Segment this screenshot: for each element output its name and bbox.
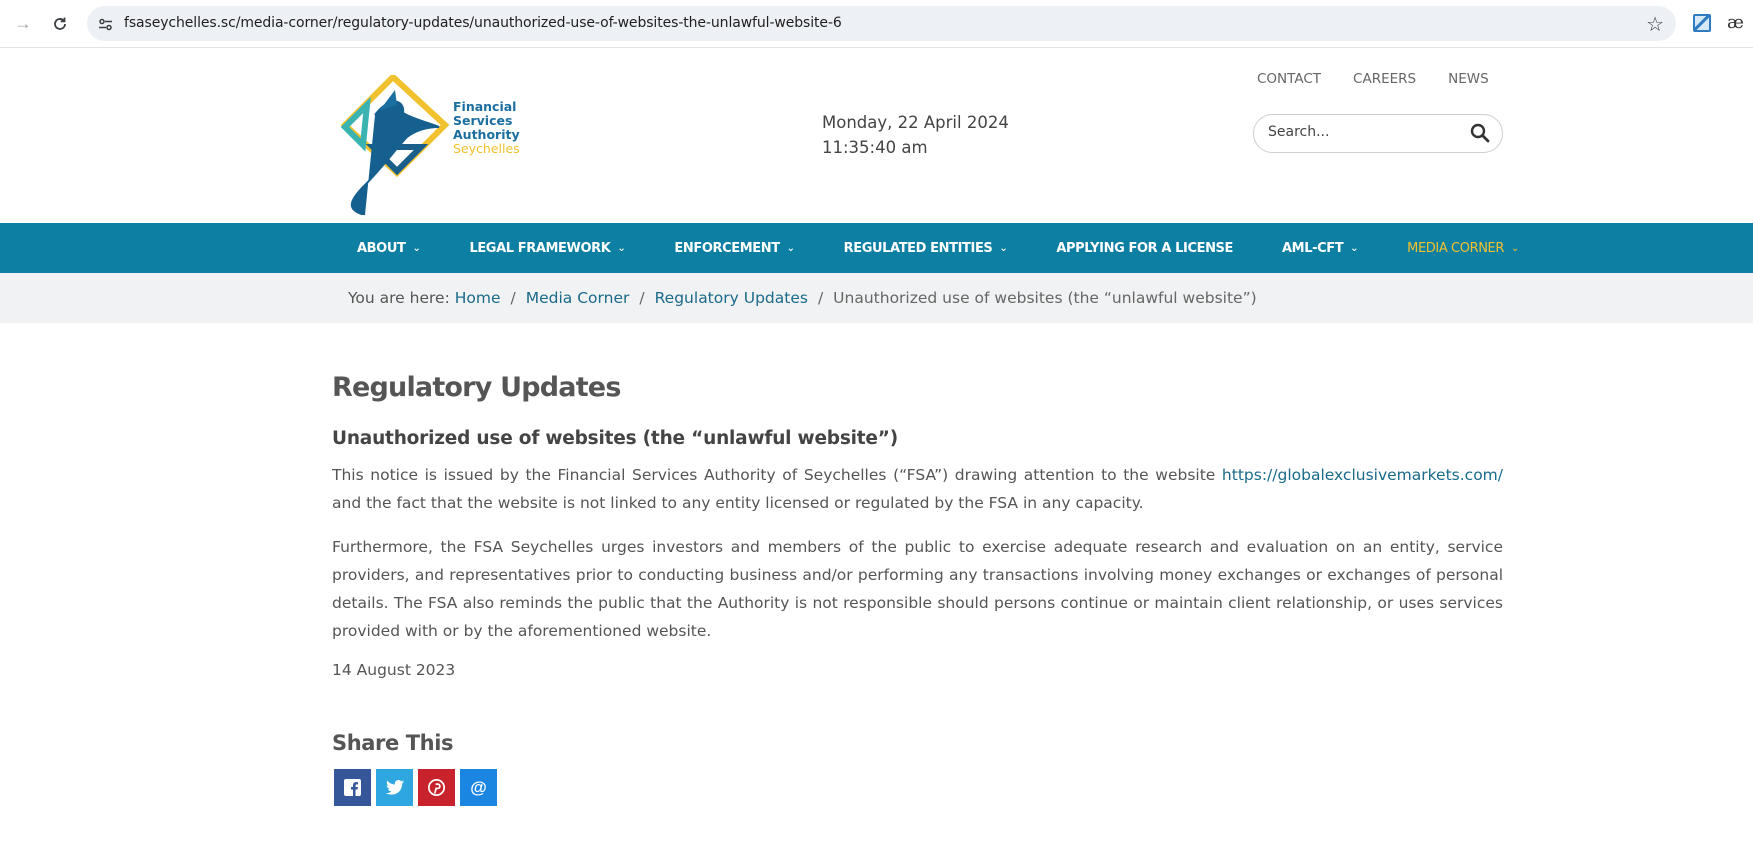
logo-line: Seychelles (453, 141, 520, 156)
url-text[interactable]: fsaseychelles.sc/media-corner/regulatory-updates/unauthorized-use-of-websites-the-unlawful-website-6 (124, 15, 842, 31)
breadcrumb-home[interactable]: Home (454, 289, 501, 307)
chevron-down-icon: ⌄ (999, 242, 1008, 254)
logo-text (453, 100, 520, 156)
paragraph-text: This notice is issued by the Financial Services Authority of Seychelles (“FSA”) drawing attention to the website (332, 466, 1222, 484)
breadcrumb-separator: / (510, 289, 516, 307)
extension-icon[interactable] (1693, 14, 1711, 32)
extension-ae-icon[interactable]: æ (1727, 12, 1744, 33)
address-bar[interactable] (87, 6, 1676, 41)
bookmark-star-icon[interactable]: ☆ (1646, 14, 1664, 36)
logo-line: Authority (453, 127, 520, 142)
main-content (332, 372, 1503, 806)
chevron-down-icon: ⌄ (786, 242, 795, 254)
email-icon[interactable]: @ (460, 769, 497, 806)
breadcrumb-current: Unauthorized use of websites (the “unlawful website”) (833, 289, 1257, 307)
logo-line: Services (453, 113, 513, 128)
breadcrumb-regulatory-updates[interactable]: Regulatory Updates (654, 289, 808, 307)
breadcrumb-bar (0, 273, 1753, 323)
nav-item-about[interactable] (357, 223, 420, 273)
chevron-down-icon: ⌄ (617, 242, 626, 254)
breadcrumb-media-corner[interactable]: Media Corner (525, 289, 630, 307)
nav-label: ABOUT (357, 240, 406, 256)
site-info-icon[interactable] (95, 14, 115, 34)
logo-line: Financial (453, 99, 517, 114)
article-paragraph: Furthermore, the FSA Seychelles urges investors and members of the public to exercise adequate research and evaluation on an entity, service providers, and representatives prior to conducting business and/or performing any transactions involving money exchanges or exchanges of personal details. The FSA also reminds the public that the Authority is not responsible should persons continue or maintain client relationship, or uses services provided with or by the aforementioned website. (332, 538, 1503, 640)
share-buttons (332, 769, 1503, 806)
article-title: Unauthorized use of websites (the “unlawful website”) (332, 428, 898, 449)
breadcrumb-separator: / (639, 289, 645, 307)
chevron-down-icon: ⌄ (1510, 242, 1519, 254)
breadcrumb-prefix: You are here: (348, 289, 450, 307)
nav-item-aml-cft[interactable] (1282, 223, 1358, 273)
reload-icon[interactable] (48, 12, 72, 36)
chevron-down-icon: ⌄ (412, 242, 421, 254)
current-time: 11:35:40 am (822, 138, 928, 157)
nav-label: LEGAL FRAMEWORK (469, 240, 611, 256)
careers-link[interactable]: CAREERS (1353, 71, 1417, 87)
twitter-icon[interactable] (376, 769, 413, 806)
top-links (1257, 71, 1521, 87)
nav-item-applying-for-a-license[interactable] (1056, 223, 1233, 273)
news-link[interactable]: NEWS (1448, 71, 1489, 87)
article-paragraph (332, 461, 1503, 517)
publish-date: 14 August 2023 (332, 661, 456, 679)
nav-label: MEDIA CORNER (1407, 240, 1504, 256)
search-icon[interactable] (1470, 123, 1490, 143)
nav-item-enforcement[interactable] (674, 223, 794, 273)
nav-label: AML-CFT (1282, 240, 1344, 256)
nav-label: ENFORCEMENT (674, 240, 780, 256)
current-date: Monday, 22 April 2024 (822, 113, 1009, 132)
pinterest-icon[interactable] (418, 769, 455, 806)
breadcrumb (348, 289, 1257, 307)
facebook-icon[interactable] (334, 769, 371, 806)
main-nav (0, 223, 1753, 273)
contact-link[interactable]: CONTACT (1257, 71, 1322, 87)
nav-label: APPLYING FOR A LICENSE (1056, 240, 1233, 256)
share-title: Share This (332, 731, 454, 755)
nav-label: REGULATED ENTITIES (843, 240, 993, 256)
browser-toolbar (0, 0, 1753, 48)
search-box (1253, 114, 1503, 153)
external-website-link[interactable]: https://globalexclusivemarkets.com/ (1221, 466, 1503, 484)
search-input[interactable] (1268, 124, 1458, 140)
date-time (822, 110, 1009, 160)
back-arrow-icon[interactable]: → (14, 14, 32, 33)
site-header (0, 48, 1753, 223)
page-title: Regulatory Updates (332, 372, 621, 403)
nav-item-regulated-entities[interactable] (844, 223, 1008, 273)
nav-item-media-corner[interactable] (1407, 223, 1519, 273)
paragraph-text: and the fact that the website is not linked to any entity licensed or regulated by the FSA in any capacity. (332, 494, 1144, 512)
breadcrumb-separator: / (817, 289, 824, 307)
chevron-down-icon: ⌄ (1350, 242, 1359, 254)
nav-item-legal-framework[interactable] (469, 223, 625, 273)
